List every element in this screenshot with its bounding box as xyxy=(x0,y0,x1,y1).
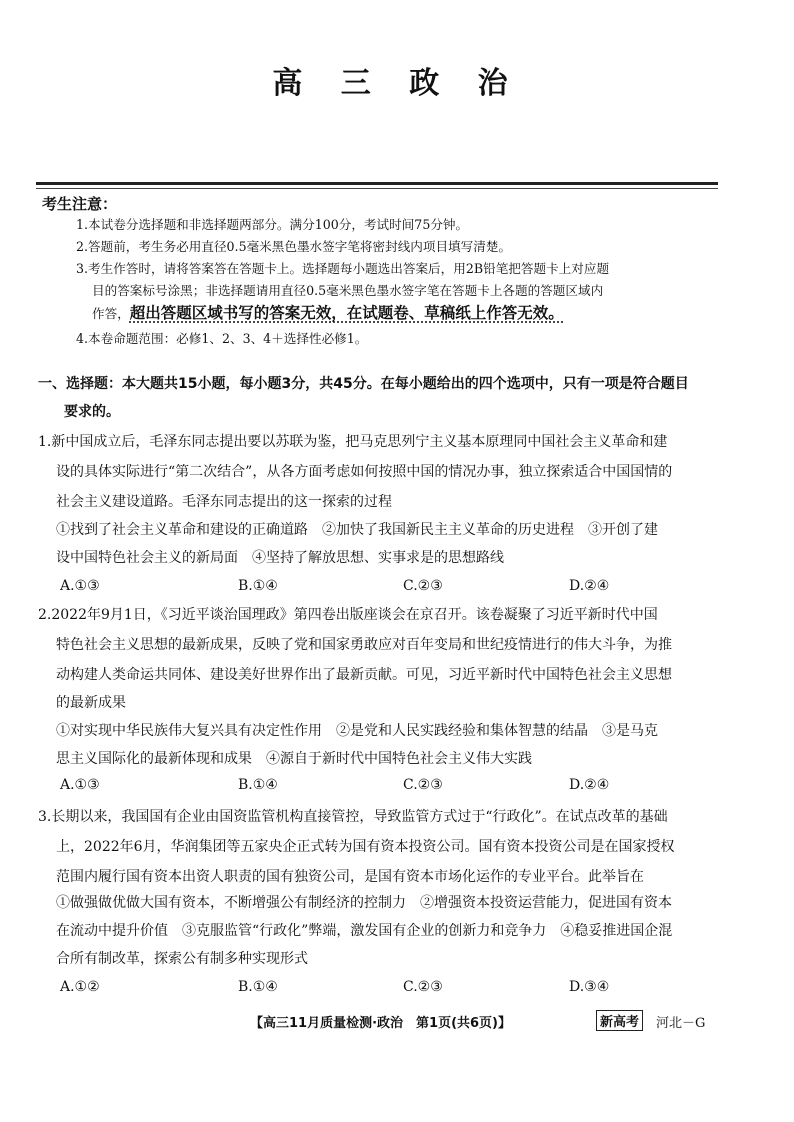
q1-line-1: 1.新中国成立后，毛泽东同志提出要以苏联为鉴，把马克思列宁主义基本原理同中国社会主义革命和建 xyxy=(38,434,668,450)
q3-line-3: 范围内履行国有资本出资人职责的国有独资公司，是国有资本市场化运作的专业平台。此举旨在 xyxy=(56,869,644,885)
q2-line-4: 的最新成果 xyxy=(56,695,126,711)
notice-emphasis: 超出答题区域书写的答案无效，在试题卷、草稿纸上作答无效。 xyxy=(129,304,564,322)
q1-line-3: 社会主义建设道路。毛泽东同志提出的这一探索的过程 xyxy=(56,494,392,510)
notice-item-3: 3.考生作答时，请将答案答在答题卡上。选择题每小题选出答案后，用2B铅笔把答题卡上对应题 xyxy=(76,261,610,276)
section-heading-cont: 要求的。 xyxy=(64,404,120,420)
q3-option-c: C.②③ xyxy=(403,979,443,995)
header-divider-thin xyxy=(36,188,718,189)
q1-options xyxy=(60,578,720,602)
q2-options xyxy=(60,777,720,801)
q3-statements-1: ①做强做优做大国有资本，不断增强公有制经济的控制力 ②增强资本投资运营能力，促进国有资本 xyxy=(56,895,672,911)
notice-heading: 考生注意： xyxy=(42,195,118,213)
notice-item-3-prefix: 作答， xyxy=(92,306,130,321)
q3-line-2: 上，2022年6月，华润集团等五家央企正式转为国有资本投资公司。国有资本投资公司是在国家授权 xyxy=(56,839,675,855)
q2-option-a: A.①③ xyxy=(60,777,100,793)
header-divider-thick xyxy=(36,182,718,185)
q2-line-2: 特色社会主义思想的最新成果，反映了党和国家勇敢应对百年变局和世纪疫情进行的伟大斗争，为推 xyxy=(56,637,672,653)
q3-options xyxy=(60,979,720,1003)
q2-line-1: 2.2022年9月1日，《习近平谈治国理政》第四卷出版座谈会在京召开。该卷凝聚了习近平新时代中国 xyxy=(38,607,658,623)
notice-item-3-end xyxy=(92,302,718,325)
q2-statements-1: ①对实现中华民族伟大复兴具有决定性作用 ②是党和人民实践经验和集体智慧的结晶 ③是马克 xyxy=(56,723,658,739)
footer-page-info: 【高三11月质量检测·政治 第1页(共6页)】 xyxy=(250,1016,512,1031)
q1-option-a: A.①③ xyxy=(60,578,100,594)
q3-option-a: A.①② xyxy=(60,979,100,995)
notice-item-4: 4.本卷命题范围：必修1、2、3、4＋选择性必修1。 xyxy=(76,331,368,346)
q3-option-b: B.①④ xyxy=(238,979,278,995)
notice-item-3-cont: 目的答案标号涂黑；非选择题请用直径0.5毫米黑色墨水签字笔在答题卡上各题的答题区域内 xyxy=(92,283,604,298)
q1-option-d: D.②④ xyxy=(569,578,610,594)
page-title: 高 三 政 治 xyxy=(272,66,522,101)
notice-item-1: 1.本试卷分选择题和非选择题两部分。满分100分，考试时间75分钟。 xyxy=(76,217,469,232)
q2-statements-2: 思主义国际化的最新体现和成果 ④源自于新时代中国特色社会主义伟大实践 xyxy=(56,751,532,767)
q1-statements-2: 设中国特色社会主义的新局面 ④坚持了解放思想、实事求是的思想路线 xyxy=(56,550,504,566)
q3-statements-2: 在流动中提升价值 ③克服监管“行政化”弊端，激发国有企业的创新力和竞争力 ④稳妥推进国企混 xyxy=(56,923,673,939)
q3-line-1: 3.长期以来，我国国有企业由国资监管机构直接管控，导致监管方式过于“行政化”。在试点改革的基础 xyxy=(38,809,668,825)
q2-option-c: C.②③ xyxy=(403,777,443,793)
q1-line-2: 设的具体实际进行“第二次结合”，从各方面考虑如何按照中国的情况办事，独立探索适合中国国情的 xyxy=(56,464,673,480)
q3-option-d: D.③④ xyxy=(569,979,610,995)
q2-option-b: B.①④ xyxy=(238,777,278,793)
q1-statements-1: ①找到了社会主义革命和建设的正确道路 ②加快了我国新民主主义革命的历史进程 ③开创了建 xyxy=(56,522,658,538)
footer-badge: 新高考 xyxy=(596,1010,643,1031)
q2-line-3: 动构建人类命运共同体、建设美好世界作出了最新贡献。可见，习近平新时代中国特色社会主义思想 xyxy=(56,667,672,683)
footer-region: 河北－G xyxy=(656,1016,706,1031)
notice-item-2: 2.答题前，考生务必用直径0.5毫米黑色墨水签字笔将密封线内项目填写清楚。 xyxy=(76,239,512,254)
q2-option-d: D.②④ xyxy=(569,777,610,793)
q1-option-c: C.②③ xyxy=(403,578,443,594)
q3-statements-3: 合所有制改革，探索公有制多种实现形式 xyxy=(56,951,308,967)
q1-option-b: B.①④ xyxy=(238,578,278,594)
section-heading: 一、选择题：本大题共15小题，每小题3分，共45分。在每小题给出的四个选项中，只有一项是符合题目 xyxy=(38,376,689,392)
